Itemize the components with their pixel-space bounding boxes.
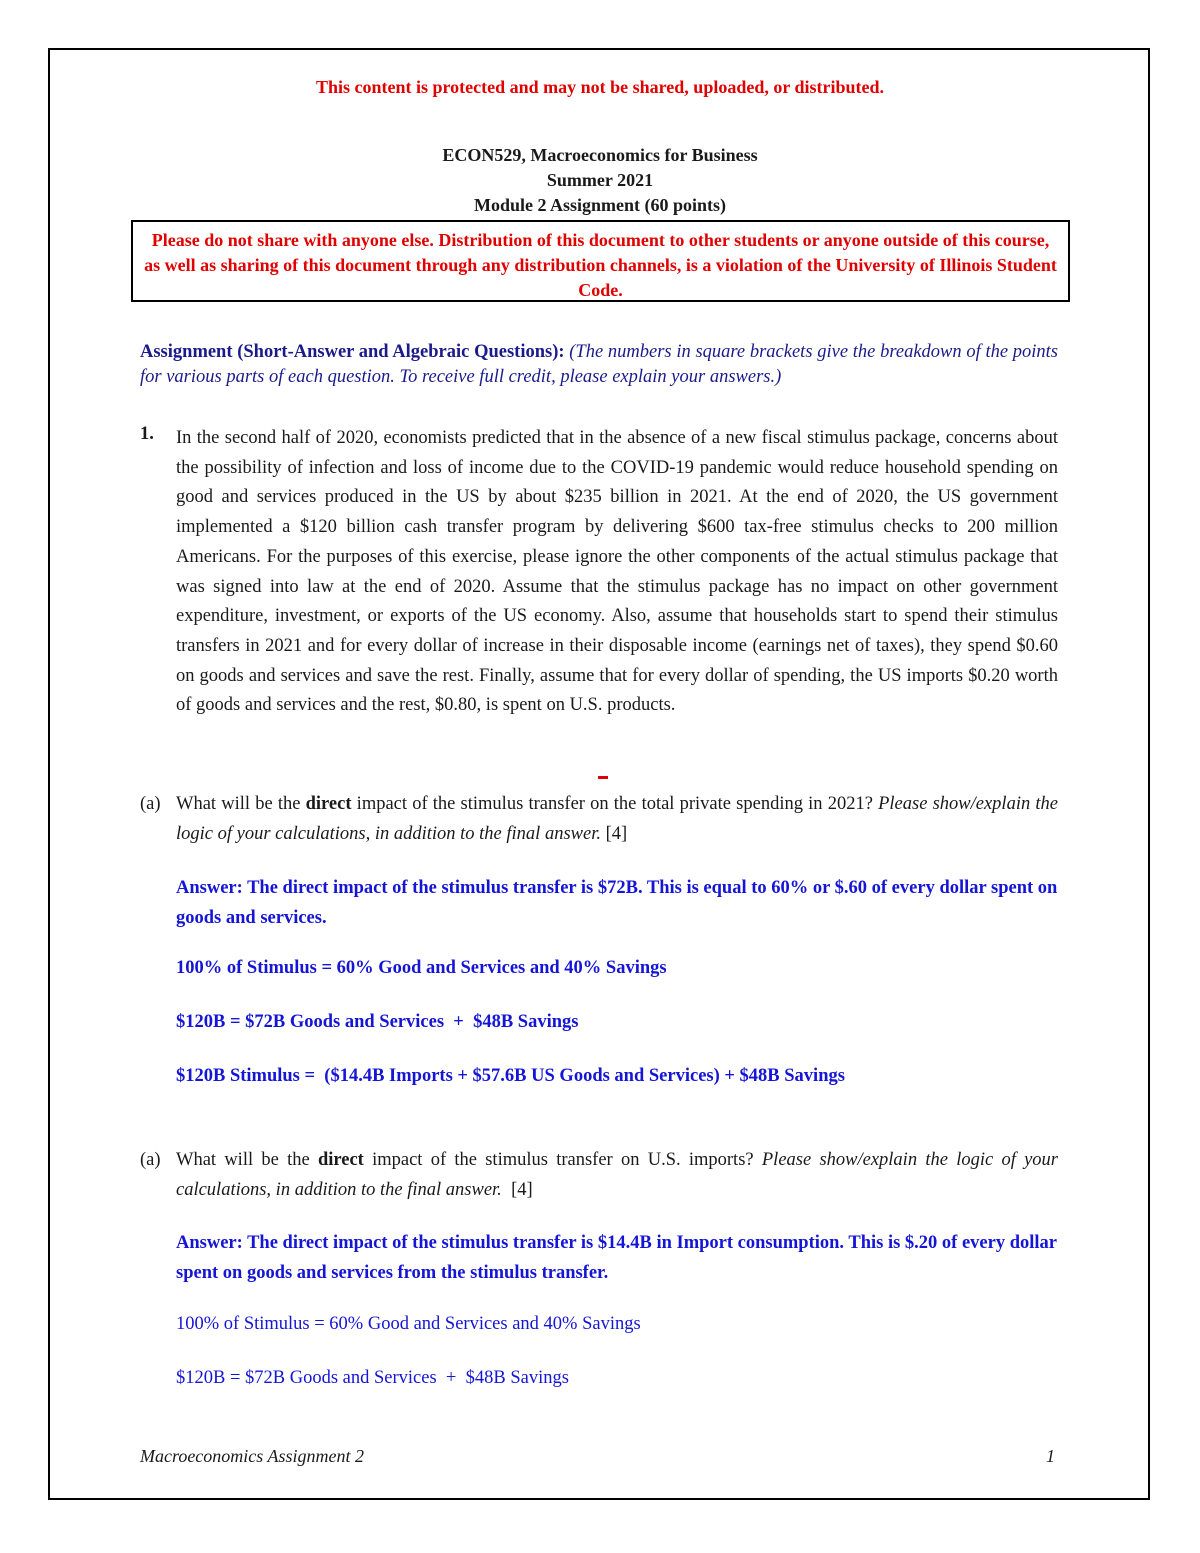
instructions-text: (The numbers in square brackets give the breakdown of the points for various parts of each question. To receive full credit, please explain your answers.) — [140, 342, 1058, 387]
part-b-line-2: $120B = $72B Goods and Services + $48B Savings — [176, 1368, 569, 1388]
part-a-line-1: 100% of Stimulus = 60% Good and Services and 40% Savings — [176, 958, 667, 978]
part-a-answer: Answer: The direct impact of the stimulus transfer is $72B. This is equal to 60% or $.60 of every dollar spent on goods and services. — [176, 878, 1058, 928]
part-b-q-bold: direct — [317, 1150, 364, 1170]
part-b-answer: Answer: The direct impact of the stimulus transfer is $14.4B in Import consumption. This is $.20 of every dollar spent on goods and services from the stimulus transfer. — [176, 1233, 1057, 1283]
part-b-line-1: 100% of Stimulus = 60% Good and Services and 40% Savings — [176, 1314, 641, 1334]
page-number: 1 — [1046, 1446, 1055, 1466]
instructions-heading: Assignment (Short-Answer and Algebraic Questions): — [140, 342, 565, 362]
warning-text: Please do not share with anyone else. Distribution of this document to other students or anyone outside of this course, as well as sharing of this document through any distribution channels, is a violation of the University of Illinois Student Code. — [144, 230, 1057, 300]
part-b-question — [176, 1146, 1058, 1205]
protected-notice: This content is protected and may not be shared, uploaded, or distributed. — [315, 77, 885, 97]
part-b-label: (a) — [140, 1150, 161, 1170]
warning-box — [131, 220, 1070, 302]
part-b-q-italic: Please show/explain the logic of your calculations, in addition to the final answer. — [176, 1150, 1059, 1200]
part-a-label: (a) — [140, 794, 161, 814]
red-mark — [598, 776, 608, 779]
module-title: Module 2 Assignment (60 points) — [473, 195, 727, 215]
part-a-question — [176, 790, 1058, 849]
part-a-q-post: impact of the stimulus transfer on the total private spending in 2021? — [351, 794, 879, 814]
part-a-line-3: $120B Stimulus = ($14.4B Imports + $57.6B US Goods and Services) + $48B Savings — [176, 1066, 845, 1086]
part-a-q-bold: direct — [305, 794, 352, 814]
instructions — [140, 340, 1058, 390]
part-b-points: [4] — [501, 1179, 533, 1200]
part-a-q-pre: What will be the — [176, 794, 306, 814]
part-b-q-pre: What will be the — [176, 1150, 318, 1170]
question-number: 1. — [140, 424, 154, 444]
footer-title: Macroeconomics Assignment 2 — [140, 1446, 364, 1466]
part-b-q-post: impact of the stimulus transfer on U.S. imports? — [363, 1150, 762, 1170]
course-title: ECON529, Macroeconomics for Business — [442, 145, 758, 165]
term: Summer 2021 — [546, 170, 654, 190]
part-a-points: [4] — [600, 823, 628, 844]
part-a-q-italic: Please show/explain the logic of your calculations, in addition to the final answer. — [176, 794, 1058, 844]
question-text: In the second half of 2020, economists predicted that in the absence of a new fiscal stimulus package, concerns about the possibility of infection and loss of income due to the COVID-19 pandemic would reduce household spending on good and services produced in the US by about $235 billion in 2021. At the end of 2020, the US government implemented a $120 billion cash transfer program by delivering $600 tax-free stimulus checks to 200 million Americans. For the purposes of this exercise, please ignore the other components of the actual stimulus package that was signed into law at the end of 2020. Assume that the stimulus package has no impact on other government expenditure, investment, or exports of the US economy. Also, assume that households start to spend their stimulus transfers in 2021 and for every dollar of increase in their disposable income (earnings net of taxes), they spend $0.60 on goods and services and save the rest. Finally, assume that for every dollar of spending, the US imports $0.20 worth of goods and services and the rest, $0.80, is spent on U.S. products. — [176, 428, 1058, 716]
part-a-line-2: $120B = $72B Goods and Services + $48B Savings — [176, 1012, 579, 1032]
